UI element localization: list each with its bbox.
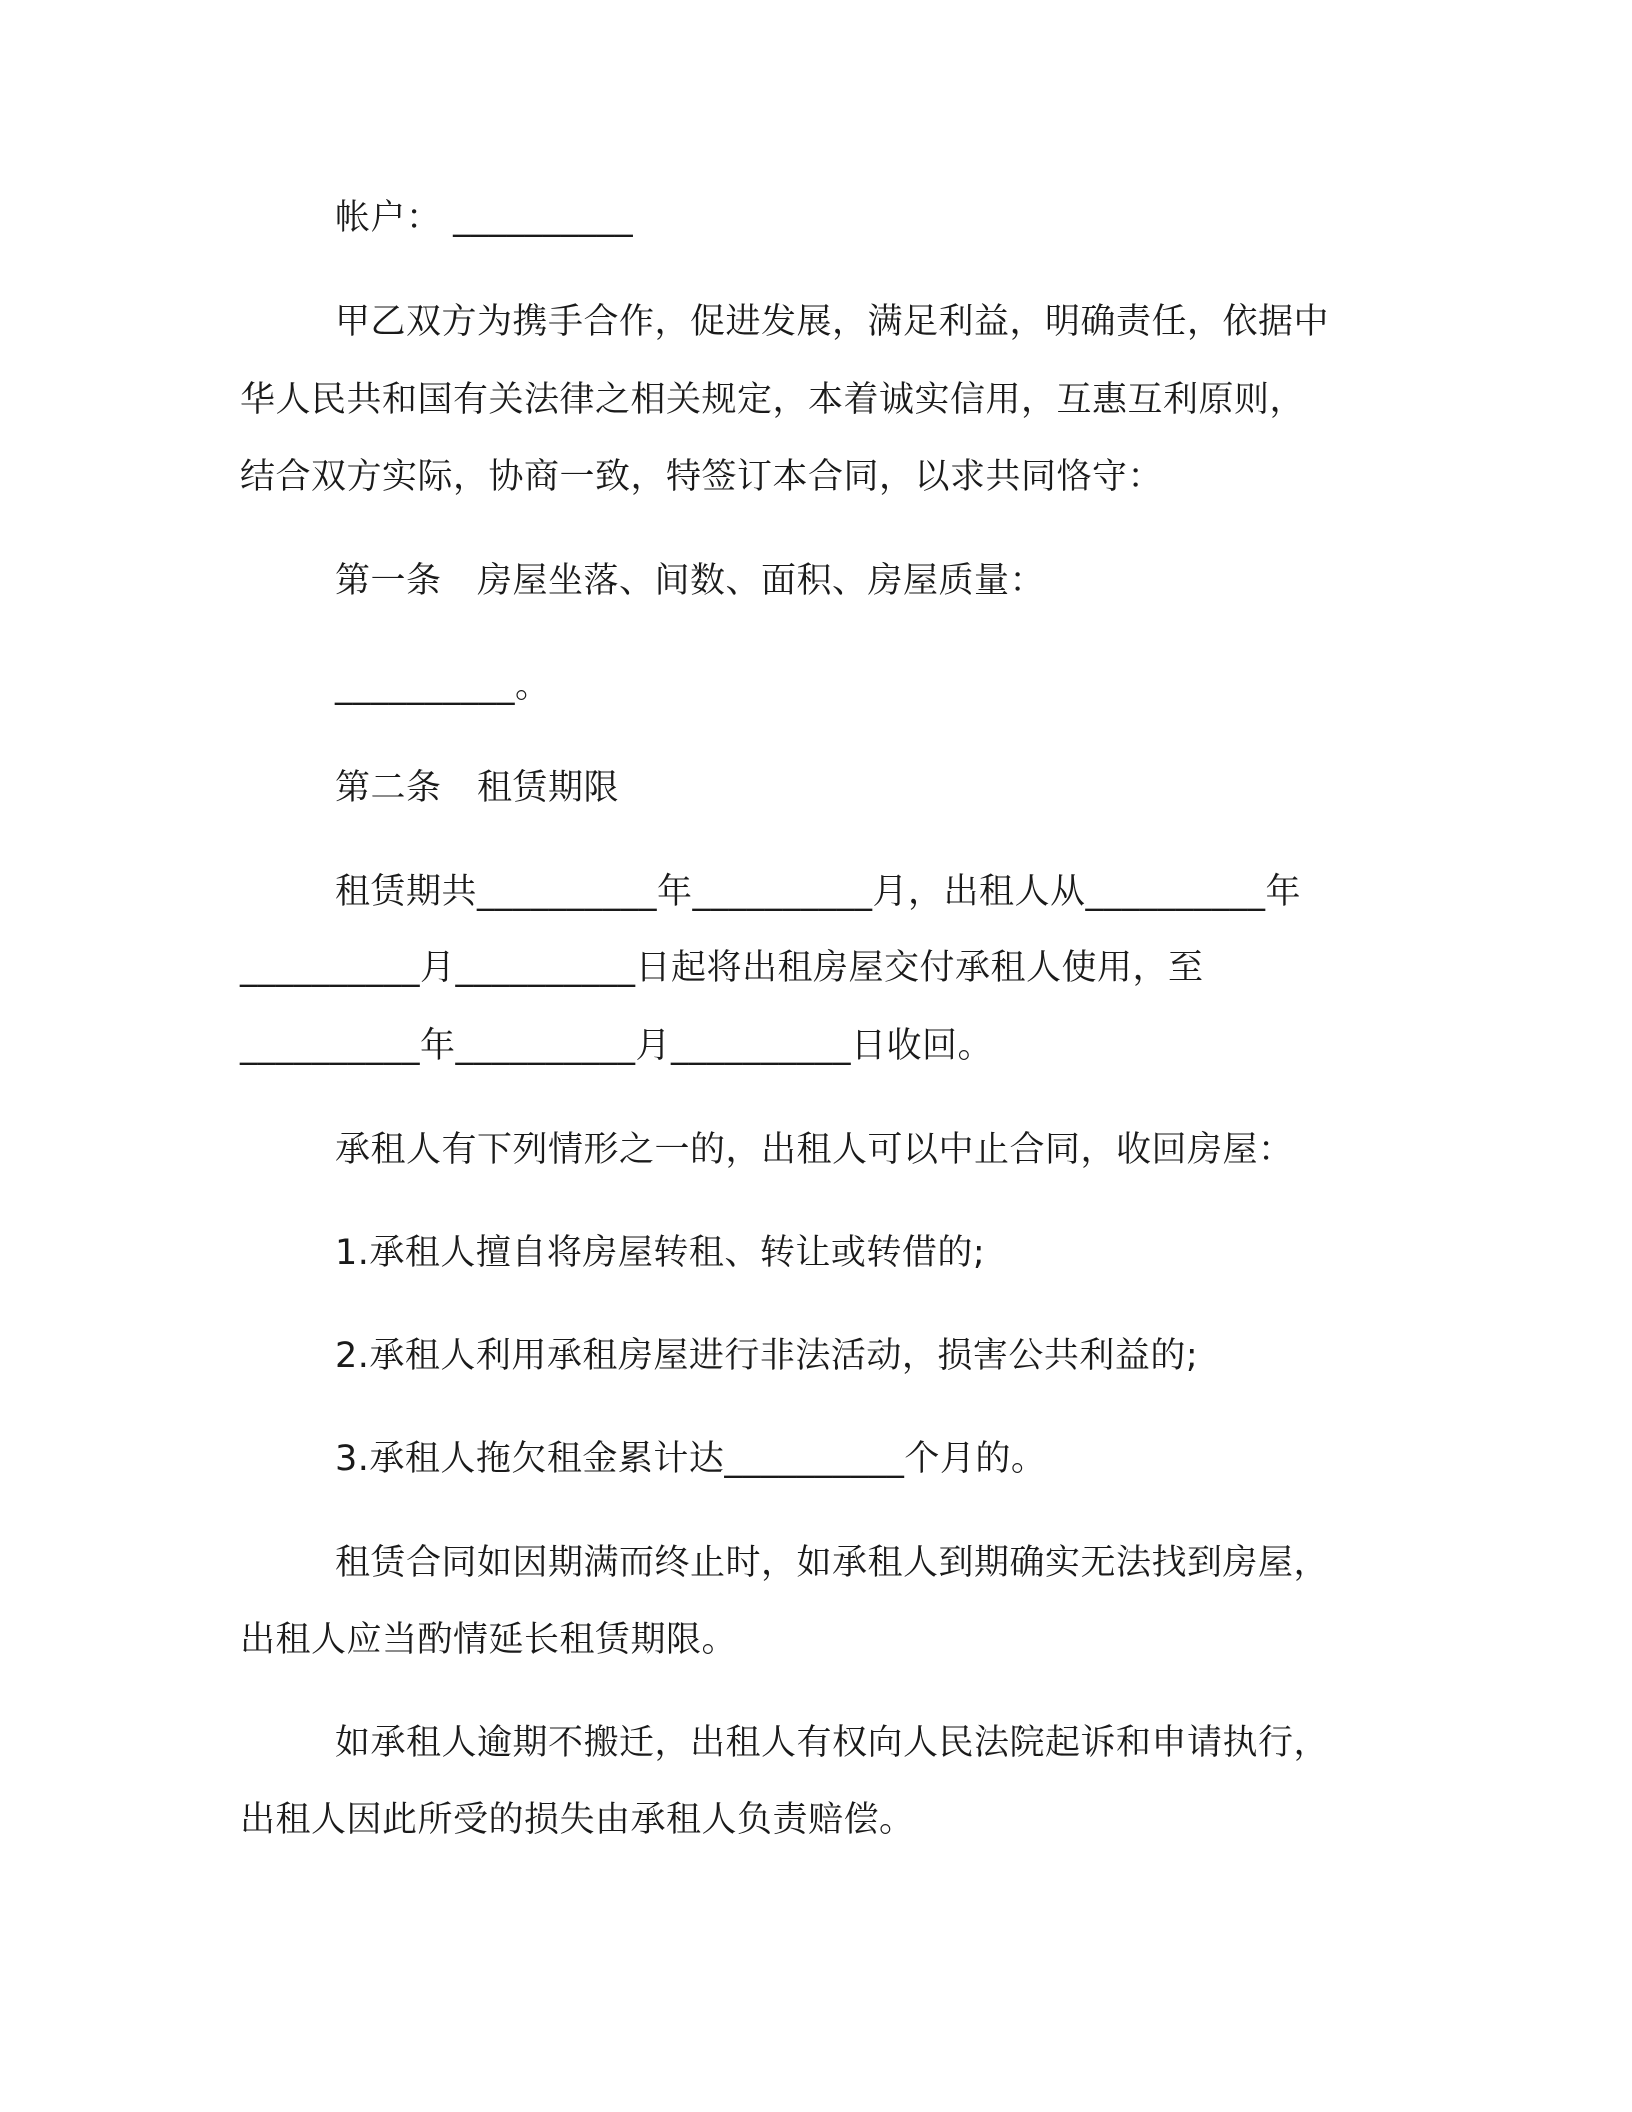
account-line: 帐户： __________ <box>335 198 634 238</box>
termination-intro: 承租人有下列情形之一的，出租人可以中止合同，收回房屋： <box>335 1130 1294 1170</box>
preamble-line-1: 甲乙双方为携手合作，促进发展，满足利益，明确责任，依据中 <box>335 302 1330 342</box>
preamble-line-2: 华人民共和国有关法律之相关规定，本着诚实信用，互惠互利原则， <box>240 380 1306 420</box>
article-2-heading: 第二条 租赁期限 <box>335 768 620 808</box>
article-1-blank: __________。 <box>335 666 551 706</box>
expiry-line-2: 出租人应当酌情延长租赁期限。 <box>240 1620 738 1660</box>
lease-term-line-2: __________月__________日起将出租房屋交付承租人使用，至 <box>240 948 1204 988</box>
preamble-line-3: 结合双方实际，协商一致，特签订本合同，以求共同恪守： <box>240 457 1164 497</box>
expiry-line-1: 租赁合同如因期满而终止时，如承租人到期确实无法找到房屋， <box>335 1543 1330 1583</box>
lease-term-line-3: __________年__________月__________日收回。 <box>240 1026 994 1066</box>
termination-item-2: 2.承租人利用承租房屋进行非法活动，损害公共利益的; <box>335 1336 1199 1376</box>
lease-term-line-1: 租赁期共__________年__________月，出租人从__________年 <box>335 872 1302 912</box>
termination-item-3: 3.承租人拖欠租金累计达__________个月的。 <box>335 1439 1047 1479</box>
overdue-line-1: 如承租人逾期不搬迁，出租人有权向人民法院起诉和申请执行， <box>335 1723 1330 1763</box>
overdue-line-2: 出租人因此所受的损失由承租人负责赔偿。 <box>240 1800 915 1840</box>
termination-item-1: 1.承租人擅自将房屋转租、转让或转借的; <box>335 1233 986 1273</box>
article-1-heading: 第一条 房屋坐落、间数、面积、房屋质量： <box>335 561 1046 601</box>
